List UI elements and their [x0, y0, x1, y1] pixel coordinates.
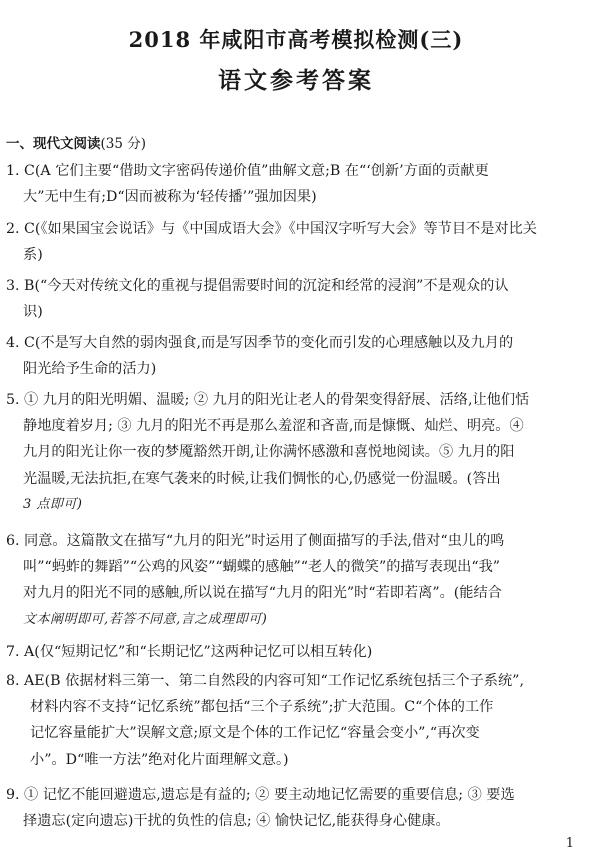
answer-3-line-2: 识)	[23, 304, 43, 321]
answer-9-line-2: 择遗忘(定向遗忘)干扰的负性的信息; ④ 愉快记忆,能获得身心健康。	[23, 813, 450, 830]
answer-6-note: 文本阐明即可,若答不同意,言之成理即可)	[23, 611, 268, 627]
answer-8-line-2: 材料内容不支持“记忆系统”都包括“三个子系统”;扩大范围。C“个体的工作	[30, 699, 494, 716]
document-title: 2018 年咸阳市高考模拟检测(三)	[128, 27, 464, 52]
answer-7-line-1: 7. A(仅“短期记忆”和“长期记忆”这两种记忆可以相互转化)	[6, 644, 373, 660]
answer-2-line-1: 2. C(《如果国宝会说话》与《中国成语大会》《中国汉字听写大会》等节目不是对比关	[6, 221, 537, 237]
answer-6-line-2: 叫”“蚂蚱的舞蹈”“公鸡的风姿”“蝴蝶的感触”“老人的微笑”的描写表现出“我”	[23, 559, 501, 576]
page-number: 1	[565, 836, 574, 851]
section-heading-label: 一、现代文阅读	[6, 136, 101, 152]
answer-8	[6, 668, 586, 773]
answer-5-line-3: 九月的阳光让你一夜的梦魇豁然开朗,让你满怀感激和喜悦地阅读。⑤ 九月的阳	[23, 444, 515, 461]
section-heading	[6, 132, 146, 152]
answer-4	[6, 330, 586, 382]
answer-8-line-1: 8. AE(B 依据材料三第一、第二自然段的内容可知“工作记忆系统包括三个子系统”,	[6, 673, 524, 689]
answer-5-line-2: 静地度着岁月; ③ 九月的阳光不再是那么羞涩和吝啬,而是慷慨、灿烂、明亮。④	[23, 418, 524, 435]
answer-8-line-3: 记忆容量能扩大”误解文意;原文是个体的工作记忆“容量会变小”,“再次变	[30, 725, 480, 742]
answer-5-line-4: 光温暖,无法抗拒,在寒气袭来的时候,让我们惆怅的心,仍感觉一份温暖。(答出	[23, 470, 501, 487]
answer-1-line-1: 1. C(A 它们主要“借助文字密码传递价值”曲解文意;B 在“‘创新’方面的贡献更	[6, 163, 489, 179]
answer-5	[6, 387, 586, 518]
answer-9	[6, 782, 586, 834]
answer-2	[6, 216, 586, 268]
answer-5-note: 3 点即可)	[23, 496, 83, 512]
section-score: (35 分)	[100, 136, 147, 152]
answer-3-line-1: 3. B(“今天对传统文化的重视与提倡需要时间的沉淀和经常的浸润”不是观众的认	[6, 278, 509, 294]
answer-4-line-1: 4. C(不是写大自然的弱肉强食,而是写因季节的变化而引发的心理感触以及九月的	[6, 335, 514, 351]
answer-7	[6, 639, 586, 665]
document-subtitle: 语文参考答案	[218, 67, 374, 94]
answer-4-line-2: 阳光给予生命的活力)	[23, 361, 157, 378]
answer-5-line-1: 5. ① 九月的阳光明媚、温暖; ② 九月的阳光让老人的骨架变得舒展、活络,让他们恬	[6, 392, 530, 408]
answer-8-line-4: 小”。D“唯一方法”绝对化片面理解文意。)	[30, 751, 289, 768]
answer-1	[6, 158, 586, 210]
answer-6-line-3: 对九月的阳光不同的感触,所以说在描写“九月的阳光”时“若即若离”。(能结合	[23, 585, 502, 602]
answer-9-line-1: 9. ① 记忆不能回避遗忘,遗忘是有益的; ② 要主动地记忆需要的重要信息; ③ 要选	[6, 787, 515, 803]
answer-2-line-2: 系)	[23, 247, 43, 264]
answer-3	[6, 273, 586, 325]
answer-6	[6, 528, 586, 633]
answer-1-line-2: 大”无中生有;D“因而被称为‘轻传播’”强加因果)	[23, 189, 317, 206]
answer-6-line-1: 6. 同意。这篇散文在描写“九月的阳光”时运用了侧面描写的手法,借对“虫儿的鸣	[6, 533, 505, 549]
